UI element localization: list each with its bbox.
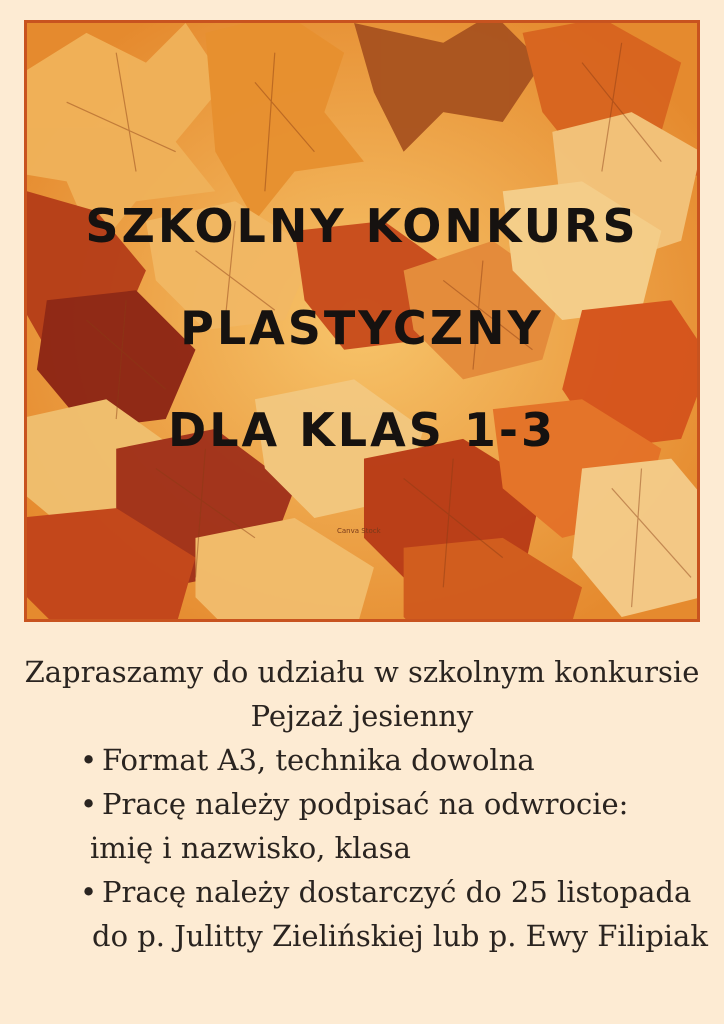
list-item <box>0 738 724 782</box>
bullet-icon: • <box>80 787 98 821</box>
list-item-text: Pracę należy podpisać na odwrocie: <box>102 787 629 821</box>
list-item-continuation: do p. Julitty Zielińskiej lub p. Ewy Filipiak <box>92 919 708 953</box>
rules-list <box>0 738 724 958</box>
list-item <box>0 870 724 958</box>
contest-theme: Pejzaż jesienny <box>250 699 474 733</box>
photo-credit: Canva Stock <box>337 527 381 535</box>
list-item-continuation: imię i nazwisko, klasa <box>90 831 411 865</box>
intro-text: Zapraszamy do udziału w szkolnym konkursie <box>24 655 700 689</box>
bullet-icon: • <box>80 743 98 777</box>
list-item-text: Format A3, technika dowolna <box>102 743 535 777</box>
list-item <box>0 782 724 870</box>
headline-line-1: SZKOLNY KONKURS <box>85 199 639 253</box>
headline-line-3: DLA KLAS 1-3 <box>168 403 556 457</box>
list-item-text: Pracę należy dostarczyć do 25 listopada <box>102 875 692 909</box>
headline-line-2: PLASTYCZNY <box>180 301 544 355</box>
poster-image <box>24 20 700 622</box>
bullet-icon: • <box>80 875 98 909</box>
info-section <box>0 650 724 958</box>
